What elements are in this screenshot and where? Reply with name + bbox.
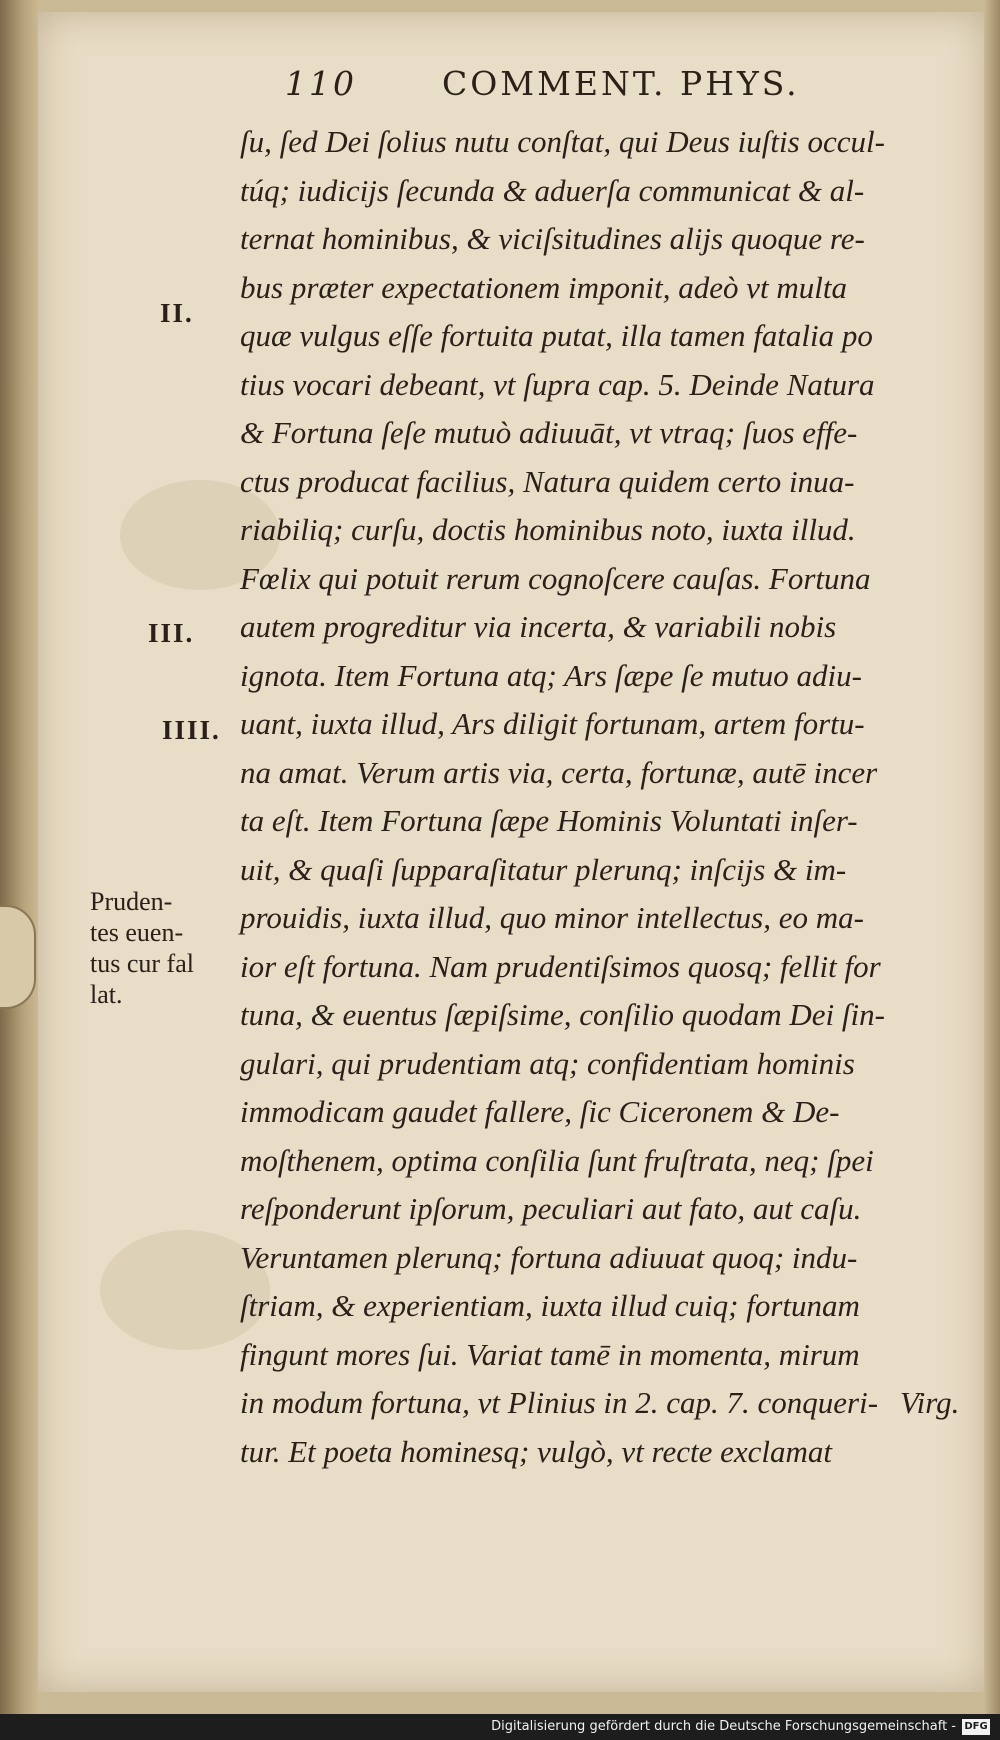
footer-credit: Digitalisierung gefördert durch die Deutsche Forschungsgemeinschaft - <box>491 1719 956 1734</box>
text-line: bus præter expectationem imponit, adeò vt multa <box>240 269 847 305</box>
margin-numeral-2: II. <box>160 298 194 328</box>
text-line: ta eſt. Item Fortuna ſæpe Hominis Voluntati inſer- <box>240 803 858 838</box>
text-line: in modum fortuna, vt Plinius in 2. cap. 7. conqueri- <box>240 1385 879 1420</box>
text-line: uant, iuxta illud, Ars diligit fortunam, artem fortu- <box>240 706 865 741</box>
text-line: Veruntamen plerunq; fortuna adiuuat quoq; indu- <box>240 1239 858 1275</box>
margin-numeral-3: III. <box>148 618 195 648</box>
text-line: na amat. Verum artis via, certa, fortunæ, autē incer <box>240 754 878 790</box>
text-line: riabiliq; curſu, doctis hominibus noto, iuxta illud. <box>240 512 856 547</box>
text-line: fingunt mores ſui. Variat tamē in momenta, mirum <box>240 1336 860 1372</box>
text-line: prouidis, iuxta illud, quo minor intellectus, eo ma- <box>240 900 864 935</box>
catchword: Virg. <box>900 1385 960 1420</box>
text-line: tuna, & euentus ſæpiſsime, conſilio quodam Dei ſin- <box>240 997 885 1032</box>
text-line: reſponderunt ipſorum, peculiari aut fato, aut caſu. <box>240 1191 862 1226</box>
page-number: 110 <box>285 64 357 103</box>
running-title: COMMENT. PHYS. <box>442 64 800 103</box>
text-line: uit, & quaſi ſupparaſitatur plerunq; inſcijs & im- <box>240 851 847 887</box>
digitization-footer <box>0 1714 1000 1740</box>
text-line: tur. Et poeta hominesq; vulgò, vt recte exclamat <box>240 1433 832 1469</box>
margin-gloss <box>90 886 250 1010</box>
text-line: autem progreditur via incerta, & variabili nobis <box>240 609 837 644</box>
text-line: túq; iudicijs ſecunda & aduerſa communicat & al- <box>240 172 865 208</box>
book-gutter <box>0 0 40 1740</box>
margin-numeral-4: IIII. <box>162 715 221 745</box>
gloss-line: tus cur fal <box>90 949 194 978</box>
body-text <box>240 118 985 1476</box>
text-line: ctus producat facilius, Natura quidem certo inua- <box>240 463 855 499</box>
text-line: Fœlix qui potuit rerum cognoſcere cauſas. Fortuna <box>240 560 871 596</box>
text-line: ternat hominibus, & viciſsitudines alijs quoque re- <box>240 221 865 256</box>
text-line: gulari, qui prudentiam atq; confidentiam hominis <box>240 1045 855 1081</box>
text-line: & Fortuna ſeſe mutuò adiuuāt, vt vtraq; ſuos effe- <box>240 415 858 450</box>
running-header <box>285 64 865 108</box>
text-line: immodicam gaudet fallere, ſic Ciceronem & De- <box>240 1094 840 1129</box>
gloss-line: Pruden- <box>90 887 173 916</box>
text-line: ior eſt fortuna. Nam prudentiſsimos quosq; fellit for <box>240 948 881 984</box>
text-line: moſthenem, optima conſilia ſunt fruſtrata, neq; ſpei <box>240 1142 874 1178</box>
text-line: ſu, ſed Dei ſolius nutu conſtat, qui Deus iuſtis occul- <box>240 124 885 159</box>
text-line: ſtriam, & experientiam, iuxta illud cuiq; fortunam <box>240 1288 860 1323</box>
gloss-line: tes euen- <box>90 918 184 947</box>
text-line: tius vocari debeant, vt ſupra cap. 5. Deinde Natura <box>240 366 875 402</box>
text-line: quæ vulgus eſſe fortuita putat, illa tamen fatalia po <box>240 318 873 353</box>
gloss-line: lat. <box>90 980 123 1009</box>
dfg-logo-icon: DFG <box>962 1719 990 1735</box>
clasp-mark <box>0 905 36 1009</box>
text-line: ignota. Item Fortuna atq; Ars ſæpe ſe mutuo adiu- <box>240 657 862 693</box>
page-edge <box>984 0 1000 1740</box>
